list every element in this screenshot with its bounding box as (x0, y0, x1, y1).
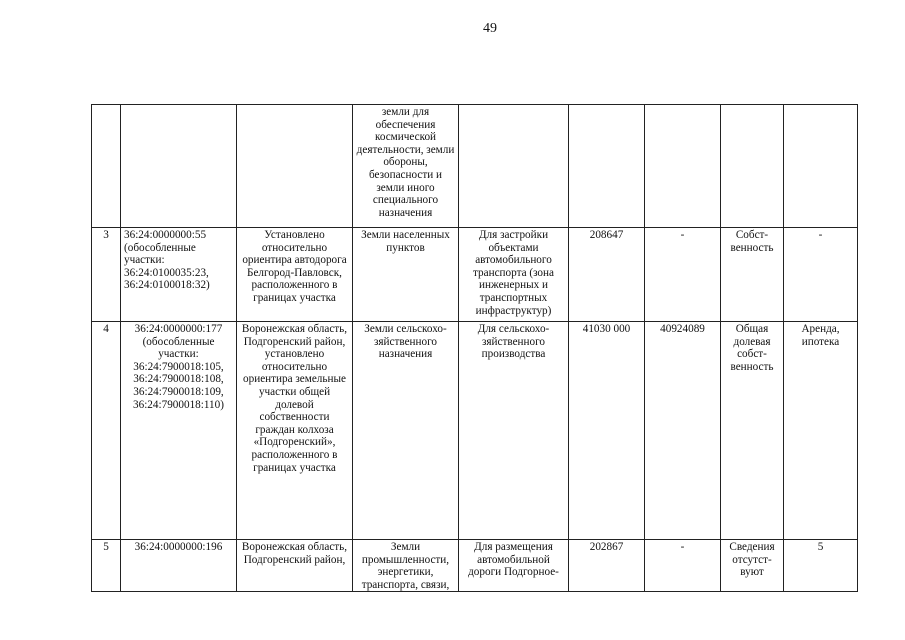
right-type: Общая долевая собст-венность (721, 322, 784, 540)
page-number: 49 (483, 21, 497, 36)
cadastral-number (121, 105, 237, 228)
table-row (92, 322, 858, 540)
cadastral-number: 36:24:0000000:55 (обособленные участки: 36:24:0100035:23, 36:24:0100018:32) (121, 228, 237, 322)
right-type (721, 105, 784, 228)
permitted-use: Для сельскохо-зяйственного производства (459, 322, 569, 540)
right-type: Собст- венность (721, 228, 784, 322)
cadastral-number: 36:24:0000000:196 (121, 540, 237, 592)
permitted-use: Для размещения автомобильной дороги Подгорное- (459, 540, 569, 592)
location: Воронежская область, Подгоренский район, установлено относительно ориентира земельные участки общей долевой собственности граждан колхоза «Подгоренский», расположенного в границах участка (237, 322, 353, 540)
table-row (92, 105, 858, 228)
encumbrance: - (784, 228, 858, 322)
land-category: земли для обеспечения космической деятельности, земли обороны, безопасности и земли иного специального назначения (353, 105, 459, 228)
row-number: 3 (92, 228, 121, 322)
encumbrance: Аренда, ипотека (784, 322, 858, 540)
location: Воронежская область, Подгоренский район, (237, 540, 353, 592)
area: 202867 (569, 540, 645, 592)
location: Установлено относительно ориентира автодорога Белгород-Павловск, расположенного в границах участка (237, 228, 353, 322)
cadastral-number: 36:24:0000000:177 (обособленные участки: 36:24:7900018:105, 36:24:7900018:108, 36:24:7900018:109, 36:24:7900018:110) (121, 322, 237, 540)
land-plots-table (91, 104, 858, 592)
area: 41030 000 (569, 322, 645, 540)
row-number: 5 (92, 540, 121, 592)
permitted-use: Для застройки объектами автомобильного транспорта (зона инженерных и транспортных инфраструктур) (459, 228, 569, 322)
permitted-use (459, 105, 569, 228)
row-number (92, 105, 121, 228)
share-area: - (645, 228, 721, 322)
table-row (92, 540, 858, 592)
encumbrance (784, 105, 858, 228)
area (569, 105, 645, 228)
location (237, 105, 353, 228)
share-area: - (645, 540, 721, 592)
table-row (92, 228, 858, 322)
area: 208647 (569, 228, 645, 322)
land-category: Земли сельскохо-зяйственного назначения (353, 322, 459, 540)
right-type: Сведения отсутст-вуют (721, 540, 784, 592)
land-category: Земли населенных пунктов (353, 228, 459, 322)
land-category: Земли промышленности, энергетики, транспорта, связи, (353, 540, 459, 592)
share-area (645, 105, 721, 228)
encumbrance: 5 (784, 540, 858, 592)
share-area: 40924089 (645, 322, 721, 540)
row-number: 4 (92, 322, 121, 540)
